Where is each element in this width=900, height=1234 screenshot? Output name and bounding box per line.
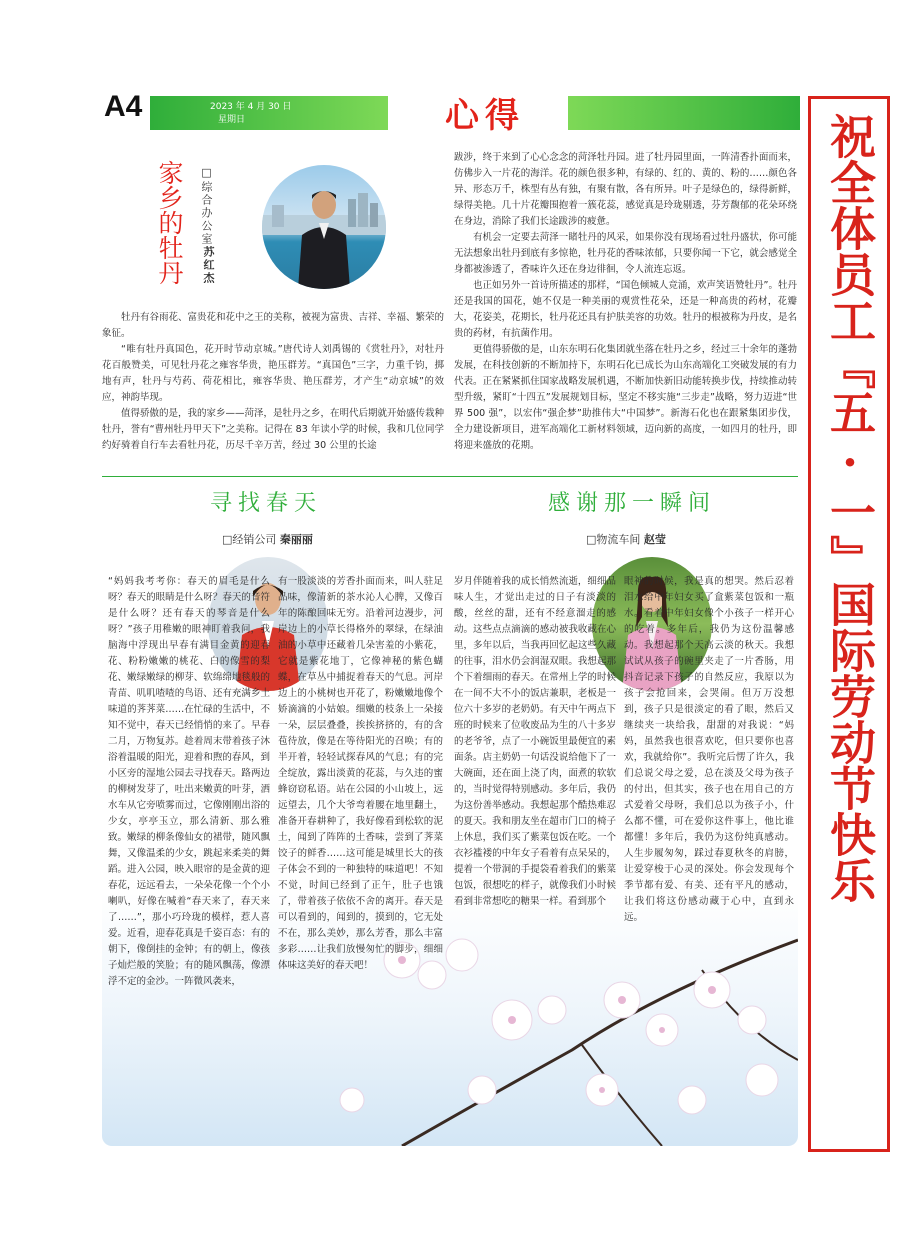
article1-body-right [454,150,797,454]
header-bar-right [568,96,800,130]
paragraph: 值得骄傲的是，我的家乡——菏泽，是牡丹之乡，在明代后期就开始盛传栽种牡丹，誉有“曹州牡丹甲天下”之美称。记得在 83 年读小学的时候，我和几位同学约好骑着自行车去看牡丹花，历尽千辛万苦，经过 30 公里的长途 [102,408,445,451]
article3-dept: □物流车间 [586,533,641,546]
banner-text: 祝全体员工『五·一』国际劳动节快乐 [823,113,877,903]
article1-title: 家乡的牡丹 [155,160,184,285]
paragraph: 更值得骄傲的是，山东东明石化集团就坐落在牡丹之乡，经过三十余年的蓬勃发展，在科技创新的不断加持下，东明石化已成长为山东高端化工突破发展的有力代表。正在紧紧抓住国家战略发展机遇，不断加快新旧动能转换步伐，持续推动转型升级，紧盯“十四五”发展规划目标，坚定不移实施“三步走”战略，努力迈进“世界 500 强”，以宏伟“强企梦”助推伟大“中国梦”。新海石化也在跟紧集团步伐，全力建设新项目，进军高端化工新材料领域，迈向新的高度，一如四月的牡丹，即将迎来盛放的花期。 [454,344,797,451]
article3-col1: 岁月伴随着我的成长悄然流逝，细细品味人生，才觉出走过的日子有淡淡的酸，丝丝的甜，还有不经意溜走的感动。这些点点滴滴的感动被我收藏在心里，多年以后，当我再回忆起这些久藏的往事，泪水仍会润湿双眼。我想起那个下着细雨的春天。在常州上学的时候在一间不大不小的饭店兼职，老板是一位六十多岁的老奶奶。有天中午两点下班的时候来了位收废品为生的八十多岁的老爷爷，点了一小碗饭里最便宜的素面条。店主奶奶一句话没说给他下了一大碗面，还在面上浇了肉，面煮的软软的，当时觉得特别感动。多年后，我仍为这份善举感动。我想起那个酷热难忍的夏天。我和朋友坐在超市门口的椅子上休息，我们买了紫菜包饭在吃。一个衣衫褴褛的中年女子看着有点呆呆的，提着一个带洞的手提袋看着我们的紫菜包饭，很想吃的样子，就像我们小时候看到非常想吃的糖果一样。看到那个 [454,576,616,907]
article2-byline [222,531,313,547]
portrait-man-icon [262,165,386,289]
article1-body-left [102,310,444,454]
holiday-banner [808,96,890,1152]
article3-author: 赵莹 [643,533,666,546]
article3-byline [586,531,666,547]
article2-col2: 有一股淡淡的芳香扑面而来，叫人驻足品味，像清新的茶水沁人心脾，又像百年的陈酿回味无穷。沿着河边漫步，河岸边上的小草长得格外的翠绿，在绿油油的小草中还藏着几朵害羞的小紫花，它就是紫花地丁，它像神秘的紫色蝴蝶，在草丛中捕捉着春天的气息。河岸边上的小桃树也开花了，粉嫩嫩地像个娇滴滴的小姑娘。细嫩的枝条上一朵接一朵，层层叠叠，挨挨挤挤的，有的含苞待放，像是在等待阳光的召唤；有的半开着，轻轻试探春风的气息；有的完全绽放，露出淡黄的花蕊，与久违的蜜蜂窃窃私语。站在公园的小山坡上，远远望去，几个大爷弯着腰在地里翻土，准备开春耕种了，我好像看到松软的泥土，闻到了阵阵的土香味，尝到了荠菜饺子的鲜香……这可能是城里长大的孩子体会不到的一种独特的味道吧！不知不觉，时间已经到了正午，肚子也饿了，带着孩子依依不舍的离开。春天是可以看到的，闻到的，摸到的，它无处不在，那么美妙，那么芳香，那么丰富多彩……让我们放慢匆忙的脚步，细细体味这美好的春天吧！ [278,576,443,971]
issue-weekday: 星期日 [218,115,246,125]
paragraph: “唯有牡丹真国色，花开时节动京城。”唐代诗人刘禹锡的《赏牡丹》，对牡丹花百般赞美，可见牡丹花之雍容华贵，艳压群芳。“真国色”三字，力重千钧，掷地有声，牡丹与芍药、荷花相比，雍容华贵、艳压群芳，才产生“动京城”的效应，神韵毕现。 [102,344,444,403]
issue-date: 2023 年 4 月 30 日 [210,102,292,112]
portrait-man-seaside-icon [262,165,386,289]
section-divider [102,476,798,477]
paragraph: 也正如另外一首诗所描述的那样，“国色倾城人竞涌，欢声笑语赞牡丹”。牡丹还是我国的国花，她不仅是一种美丽的观赏性花朵，还是一种高贵的药材，花瓣大，花姿美，花期长，牡丹花还具有护肤美容的功效。牡丹的根被称为丹皮，是名贵的药材，有抗菌作用。 [454,280,797,339]
article2-col1: “妈妈我考考你：春天的眉毛是什么呀？春天的眼睛是什么呀？春天的音符是什么呀？还有春天的琴音是什么呀？”孩子用稚嫩的眼神盯着我问，我脑海中浮现出早春有满目金黄的迎春花、粉粉嫩嫩的桃花、白的像雪的梨花、嫩绿嫩绿的柳芽、软绵绵地毯般的青苗、叽叽喳喳的鸟语、还有充满乡土味道的荠荠菜……在忙碌的生活中，不知不觉中，春天已经悄悄的来了。早春二月，万物复苏。趁着周末带着孩子沐浴着温暖的阳光，迎着和煦的春风，到小区旁的湿地公园去寻找春天。路两边的柳树发芽了，吐出来嫩黄的叶芽，洒水车从它旁喷雾而过，它像刚刚出浴的少女，亭亭玉立，那么清新、那么雅致。嫩绿的柳条像仙女的裙带，随风飘舞，又像温柔的少女，跳起来柔美的舞蹈。进入公园，映入眼帘的是金黄的迎春花，远远看去，一朵朵花像一个个小喇叭，好像在喊着“春天来了，春天来了……”，那小巧玲珑的模样，惹人喜爱。近看，迎春花真是千姿百态：有的朝下，像倒挂的金钟；有的朝上，像孩子灿烂般的笑脸；有的随风飘荡，像漂浮不定的金沙。一阵微风袭来， [108,576,270,987]
article3-title: 感谢那一瞬间 [548,491,717,516]
paragraph: 有机会一定要去菏泽一睹牡丹的风采，如果你没有现场看过牡丹盛状，你可能无法想象出牡丹到底有多惊艳，牡丹花的香味浓郁，只要你闻一下它，就会感觉全身都被渗透了，香味许久还在身边徘徊，令人流连忘返。 [454,232,797,275]
article3-col2: 眼神的时候，我是真的想哭。然后忍着泪水给中年妇女买了盒紫菜包饭和一瓶水。看着中年妇女像个小孩子一样开心的吃着。多年后，我仍为这份温馨感动。我想起那个天高云淡的秋天。我想试试从孩子的碗里夹走了一片香肠，用抖音记录下孩子的自然反应，我原以为孩子会抢回来，会哭闹。但万万没想到，孩子只是很淡定的看了眼，然后又继续夹一块给我，甜甜的对我说：“妈妈，虽然我也很喜欢吃，但只要你也喜欢，我就给你”。我听完后愣了许久，我们总说父母之爱，总在淡及父母为孩子的付出，但其实，孩子也在用自己的方式爱着父母呀，我们总以为孩子小，什么都不懂，可在爱你这件事上，他比谁都懂！多年后，我仍为这份纯真感动。人生步履匆匆，踩过春夏秋冬的肩膀，让爱穿梭于心灵的深处。你会发现每个季节都有爱、有美、还有平凡的感动，让我们将这份感动藏于心中，直到永远。 [624,576,794,923]
section-title: 心得 [445,96,525,136]
paragraph: 牡丹有谷雨花、富贵花和花中之王的美称，被视为富贵、吉祥、幸福、繁荣的象征。 [102,312,445,339]
paragraph: 跋涉，终于来到了心心念念的菏泽牡丹园。进了牡丹园里面，一阵清香扑面而来，仿佛步入一片花的海洋。花的颜色很多种，有绿的、红的、黄的、粉的……颜色各异、形态万千，株型有丛有独，有聚有散，各有所异。叶子是绿色的，绿得新鲜，绿得美艳。几十片花瓣围抱着一簇花蕊，感觉真是玲珑剔透，芬芳馥郁的花朵环绕在身边，消除了我们长途跋涉的疲惫。 [454,152,797,227]
article1-dept: □综合办公室 [200,166,213,246]
article2-title: 寻找春天 [210,491,323,516]
page-number: A4 [104,90,143,123]
article2-dept: □经销公司 [222,533,277,546]
article2-author: 秦丽丽 [279,533,313,546]
article1-author: 苏红杰 [202,246,215,285]
